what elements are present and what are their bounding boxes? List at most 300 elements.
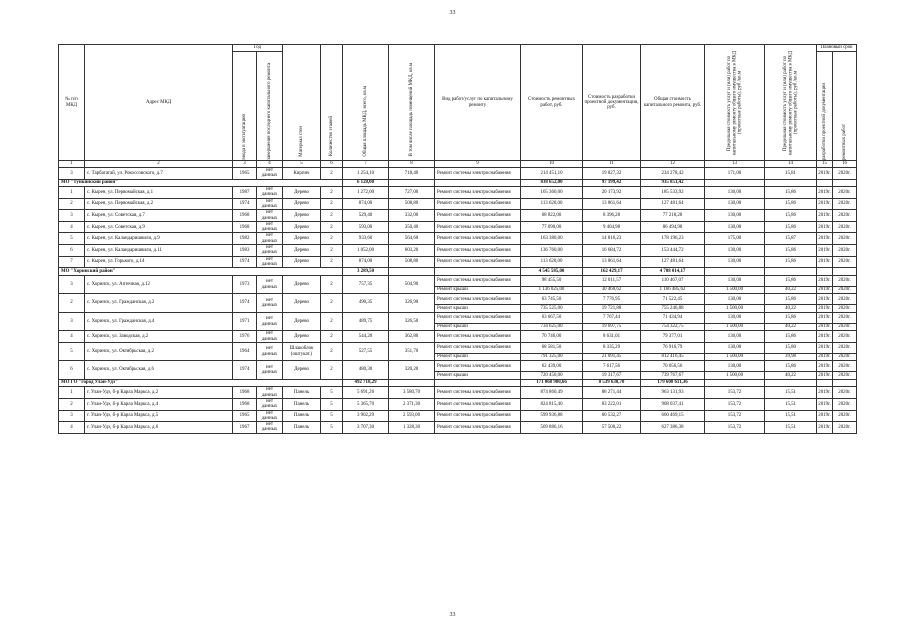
table-cell: 2 (321, 198, 343, 210)
table-row (59, 221, 857, 233)
table-cell: 599 936,88 (521, 410, 583, 422)
table-cell: 627 386,38 (641, 422, 705, 434)
table-cell (389, 179, 435, 187)
table-cell: 2019г. (817, 422, 833, 434)
table-cell: 19 721,88 (583, 305, 641, 313)
table-cell: 15,51 (765, 398, 817, 410)
table-cell: 734 625,00 (521, 323, 583, 331)
header-plan-design: разработки проектной документации (821, 82, 827, 160)
table-row (59, 331, 857, 343)
table-cell: с. Хоринск, ул. Октябрьская, д.6 (85, 361, 233, 380)
table-cell: 1968 (233, 387, 257, 399)
table-cell: нет данных (257, 331, 283, 343)
table-cell: 874,00 (343, 256, 389, 268)
group-name: МО "Хоринский район" (59, 268, 343, 276)
table-cell: 2019г. (817, 398, 833, 410)
table-cell: 2019г. (817, 410, 833, 422)
table-row (59, 187, 857, 199)
table-cell: 40,22 (765, 305, 817, 313)
table-cell: 79 377,01 (641, 331, 705, 343)
table-cell: 77 090,00 (521, 221, 583, 233)
table-cell: 2 (321, 210, 343, 222)
capital-repair-table (58, 44, 857, 434)
header-max-unit-design: Предельная стоимость услуг и (или) работ по капитальному ремонту общего имущества в МКД (проектные работы), руб./кв.м (782, 50, 799, 155)
table-cell: 98 455,50 (521, 275, 583, 286)
table-row (59, 198, 857, 210)
table-cell: 2020г. (833, 168, 857, 180)
group-total-cost: 4 708 014,17 (641, 268, 705, 276)
group-design-cost: 8 539 630,70 (583, 379, 641, 387)
page-number-bottom: 33 (449, 612, 456, 618)
table-cell: Дерево (283, 245, 321, 257)
table-cell: 71 434,94 (641, 312, 705, 323)
header-design-cost: Стоимость разработки проектной документации, руб. (583, 45, 641, 161)
table-cell: 171,00 (705, 168, 765, 180)
table-cell: 2020г. (833, 323, 857, 331)
table-cell: 1 272,00 (343, 187, 389, 199)
table-cell: Ремонт системы электроснабжения (435, 294, 521, 305)
table-cell: 70 746,00 (521, 331, 583, 343)
table-cell: 70 056,56 (641, 361, 705, 372)
table-cell: 2 593,00 (389, 410, 435, 422)
table-cell: Дерево (283, 275, 321, 294)
table-cell: 130,00 (705, 312, 765, 323)
table-cell: 60 532,27 (583, 410, 641, 422)
table-cell: 593,00 (343, 221, 389, 233)
table-cell: 1 500,00 (705, 353, 765, 361)
table-cell: 1982 (233, 233, 257, 245)
table-cell: 15,80 (765, 342, 817, 353)
table-cell: 15,86 (765, 294, 817, 305)
column-number: 9 (435, 161, 521, 168)
table-cell: 544,20 (343, 331, 389, 343)
table-cell: Ремонт крыши (435, 323, 521, 331)
table-cell: 757,35 (343, 275, 389, 294)
table-cell: 130,00 (705, 342, 765, 353)
table-row (59, 210, 857, 222)
table-cell: 130,00 (705, 294, 765, 305)
table-cell: 13 861,64 (583, 256, 641, 268)
column-number: 13 (705, 161, 765, 168)
table-cell: 178 196,23 (641, 233, 705, 245)
table-cell: 874,00 (343, 198, 389, 210)
table-row (59, 342, 857, 353)
table-cell: нет данных (257, 361, 283, 380)
table-cell: 1964 (233, 342, 257, 361)
table-cell: 2019г. (817, 342, 833, 353)
table-cell: 14 816,23 (583, 233, 641, 245)
column-number: 8 (389, 161, 435, 168)
table-cell: 15,86 (765, 275, 817, 286)
table-cell: 2019г. (817, 245, 833, 257)
table-cell: 362,80 (389, 331, 435, 343)
table-cell: Кирпич (283, 168, 321, 180)
table-cell: 2020г. (833, 210, 857, 222)
table-cell: 1973 (233, 275, 257, 294)
table-cell: 320,20 (389, 361, 435, 380)
table-cell: нет данных (257, 387, 283, 399)
table-cell: нет данных (257, 210, 283, 222)
table-cell (435, 179, 521, 187)
table-cell: 2 (321, 331, 343, 343)
table-cell: Дерево (283, 294, 321, 313)
group-area: 492 718,29 (343, 379, 389, 387)
column-number: 4 (257, 161, 283, 168)
header-max-unit-cost: Предельная стоимость услуг и (или) работ по капитальному ремонту общего имущества в МКД (проектные работы), руб./кв.м (726, 50, 743, 155)
table-cell: 5 (321, 410, 343, 422)
table-cell: с. Кырен, ул. Каландаришвили, д.11 (85, 245, 233, 257)
table-cell: 2019г. (817, 233, 833, 245)
header-plan-works: ремонтных работ (841, 123, 847, 160)
header-floors: Количество этажей (328, 116, 334, 157)
group-row (59, 268, 857, 276)
header-address: Адрес МКД (85, 45, 233, 161)
table-cell: Ремонт крыши (435, 286, 521, 294)
group-total-cost: 179 608 611,36 (641, 379, 705, 387)
table-cell: 2020г. (833, 361, 857, 372)
table-cell: Ремонт системы электроснабжения (435, 387, 521, 399)
table-cell: 2 (321, 256, 343, 268)
table-cell: 15,86 (765, 221, 817, 233)
table-cell: 2020г. (833, 372, 857, 380)
table-cell: 2 (321, 168, 343, 180)
table-cell: 326,50 (389, 312, 435, 331)
table-cell: 2019г. (818, 372, 831, 378)
table-cell: 5 365,70 (343, 398, 389, 410)
table-cell: 3 (59, 275, 85, 294)
table-cell (765, 179, 817, 187)
header-year-commission: ввода в эксплуатацию (241, 114, 247, 160)
table-cell: Дерево (283, 210, 321, 222)
header-premises-area: В том числе площадь помещений МКД, кв.м (408, 63, 414, 157)
table-cell: 20 173,92 (583, 187, 641, 199)
table-cell: 739 767,67 (641, 372, 705, 380)
group-repair-cost: 4 545 585,00 (521, 268, 583, 276)
table-cell: нет данных (257, 198, 283, 210)
table-cell: Ремонт системы электроснабжения (435, 410, 521, 422)
table-cell: 504,90 (389, 275, 435, 294)
table-cell: Панель (283, 387, 321, 399)
table-cell (705, 179, 765, 187)
table-cell: 234 278,42 (641, 168, 705, 180)
table-row (59, 398, 857, 410)
table-cell: 727,00 (389, 187, 435, 199)
table-cell: 21 091,45 (583, 353, 641, 361)
header-plan-group: Плановый срок (817, 45, 857, 52)
table-cell: 63 667,50 (521, 312, 583, 323)
table-cell (817, 179, 833, 187)
table-cell: 130,00 (705, 275, 765, 286)
table-cell: 127 481,64 (641, 256, 705, 268)
table-cell: нет данных (257, 422, 283, 434)
table-cell: 2020г. (833, 422, 857, 434)
table-cell: 9 404,98 (583, 221, 641, 233)
table-cell: 130,00 (705, 198, 765, 210)
table-cell: 12 011,57 (583, 275, 641, 286)
table-cell: 3 (59, 210, 85, 222)
table-cell: 2019г. (817, 275, 833, 286)
table-cell: Ремонт крыши (435, 305, 521, 313)
table-cell: 153,72 (705, 387, 765, 399)
table-cell: 3 (59, 410, 85, 422)
table-cell: Ремонт системы электроснабжения (435, 210, 521, 222)
table-cell: Дерево (283, 221, 321, 233)
table-cell: 489,75 (343, 312, 389, 331)
table-cell: 113 620,00 (521, 198, 583, 210)
column-number: 14 (765, 161, 817, 168)
table-cell: 1 166 485,62 (641, 286, 705, 294)
table-cell: 908 037,41 (641, 398, 705, 410)
table-cell: 1987 (233, 187, 257, 199)
table-cell: нет данных (257, 312, 283, 331)
table-cell: 165 360,00 (521, 187, 583, 199)
table-cell: Дерево (283, 233, 321, 245)
group-repair-cost: 171 068 980,66 (521, 379, 583, 387)
table-cell: нет данных (257, 187, 283, 199)
table-cell: 2020г. (833, 312, 857, 323)
table-cell: 755 246,88 (641, 305, 705, 313)
group-design-cost: 97 199,42 (583, 179, 641, 187)
table-cell: 2020г. (833, 187, 857, 199)
table-cell: 15,51 (765, 422, 817, 434)
table-cell: нет данных (257, 410, 283, 422)
table-cell: 963 131,93 (641, 387, 705, 399)
table-cell: 2020г. (833, 305, 857, 313)
table-cell: 4 (59, 331, 85, 343)
table-cell: 791 325,00 (521, 353, 583, 361)
table-cell: г. Улан-Удэ, б-р Карла Маркса, д.2 (85, 387, 233, 399)
table-row (59, 312, 857, 323)
column-number: 6 (321, 161, 343, 168)
table-cell: с. Кырен, ул. Каландаришвили, д.9 (85, 233, 233, 245)
table-cell: 136 760,00 (521, 245, 583, 257)
table-cell: 130,00 (705, 221, 765, 233)
table-cell: Панель (283, 398, 321, 410)
table-cell: 1974 (233, 361, 257, 380)
table-cell (705, 268, 765, 276)
table-cell: Ремонт системы электроснабжения (435, 245, 521, 257)
column-number: 16 (833, 161, 857, 168)
table-cell: нет данных (257, 168, 283, 180)
table-cell: 7 617,56 (583, 361, 641, 372)
header-repair-cost: Стоимость ремонтных работ, руб. (521, 45, 583, 161)
table-cell: Панель (283, 422, 321, 434)
table-cell: 326,90 (389, 294, 435, 313)
table-cell: 71 522,45 (641, 294, 705, 305)
table-cell: 77 218,28 (641, 210, 705, 222)
table-cell: нет данных (257, 233, 283, 245)
table-cell: нет данных (257, 256, 283, 268)
header-year-last-repair: завершения последнего капитального ремонта (266, 63, 272, 160)
column-number: 10 (521, 161, 583, 168)
table-row (59, 168, 857, 180)
table-cell: 824 815,40 (521, 398, 583, 410)
table-cell: 15,86 (765, 210, 817, 222)
table-cell: 88 271,44 (583, 387, 641, 399)
table-cell (817, 268, 833, 276)
column-number: 7 (343, 161, 389, 168)
table-cell: 933,60 (343, 233, 389, 245)
table-cell: 83 222,01 (583, 398, 641, 410)
table-cell: 153 444,72 (641, 245, 705, 257)
table-cell: 127 481,64 (641, 198, 705, 210)
table-cell: 6 (59, 361, 85, 380)
table-cell (389, 379, 435, 387)
table-cell: 508,80 (389, 256, 435, 268)
table-cell: 1965 (233, 168, 257, 180)
table-cell: 2 371,30 (389, 398, 435, 410)
table-cell: 1 (59, 387, 85, 399)
table-cell (435, 268, 521, 276)
table-cell: 153,72 (705, 398, 765, 410)
table-cell: 1974 (233, 294, 257, 313)
table-cell: 19 697,75 (583, 323, 641, 331)
table-cell: 2019г. (818, 305, 831, 311)
table-cell: 2020г. (833, 256, 857, 268)
table-cell: 130,00 (705, 361, 765, 372)
table-cell: 63 745,50 (521, 294, 583, 305)
table-cell: 564,60 (389, 233, 435, 245)
table-cell: 2020г. (833, 398, 857, 410)
table-cell: Ремонт крыши (435, 372, 521, 380)
table-cell: 332,00 (389, 210, 435, 222)
table-cell: Шлакоблок (оштукат.) (283, 342, 321, 361)
table-cell: Ремонт системы электроснабжения (435, 331, 521, 343)
table-cell: с. Хоринск, ул. Аптечная, д.12 (85, 275, 233, 294)
group-total-cost: 935 851,42 (641, 179, 705, 187)
table-cell: 2 (321, 342, 343, 361)
table-cell: 2019г. (817, 210, 833, 222)
table-cell: 2019г. (817, 331, 833, 343)
table-cell: 68 581,50 (521, 342, 583, 353)
table-cell: 2020г. (833, 233, 857, 245)
column-number: 11 (583, 161, 641, 168)
column-number: 2 (85, 161, 233, 168)
table-cell: 529,40 (343, 210, 389, 222)
table-cell: 39,98 (765, 353, 817, 361)
table-cell: 16 684,72 (583, 245, 641, 257)
table-cell: 3 (59, 312, 85, 331)
table-cell: 40,22 (765, 286, 817, 294)
table-cell: 812 416,45 (641, 353, 705, 361)
table-cell: Дерево (283, 361, 321, 380)
table-cell: 1968 (233, 221, 257, 233)
table-cell: 2020г. (833, 198, 857, 210)
table-cell: 2019г. (817, 168, 833, 180)
table-cell: 3 707,30 (343, 422, 389, 434)
table-cell: Ремонт системы электроснабжения (435, 312, 521, 323)
table-cell: 2020г. (833, 294, 857, 305)
table-cell: 2020г. (833, 275, 857, 286)
table-cell: 2 (321, 187, 343, 199)
table-cell: 480,30 (343, 361, 389, 380)
table-cell: 2019г. (817, 387, 833, 399)
table-row (59, 233, 857, 245)
table-cell: 5 (59, 342, 85, 361)
table-cell: 5 (321, 398, 343, 410)
column-number: 3 (233, 161, 257, 168)
table-body (59, 168, 857, 434)
table-cell: 350,40 (389, 221, 435, 233)
column-number: 12 (641, 161, 705, 168)
table-cell: 15,86 (765, 187, 817, 199)
table-cell: 40,22 (765, 323, 817, 331)
table-cell (765, 268, 817, 276)
table-cell: 5 (321, 422, 343, 434)
column-number: 15 (817, 161, 833, 168)
table-row (59, 275, 857, 286)
table-cell: 153,72 (705, 422, 765, 434)
table-cell: Ремонт системы электроснабжения (435, 361, 521, 372)
table-cell: Ремонт системы электроснабжения (435, 221, 521, 233)
table-cell (705, 379, 765, 387)
table-row (59, 361, 857, 372)
table-cell (833, 379, 857, 387)
table-cell: 2020г. (833, 331, 857, 343)
table-cell: 1976 (233, 331, 257, 343)
table-cell: 130,00 (705, 256, 765, 268)
table-cell: 1 328,30 (389, 422, 435, 434)
table-cell: 15,51 (765, 410, 817, 422)
table-cell: 19 827,32 (583, 168, 641, 180)
table-cell: 15,86 (765, 312, 817, 323)
table-cell: 40,22 (765, 372, 817, 380)
table-cell: 2020г. (833, 221, 857, 233)
table-cell: 153,72 (705, 410, 765, 422)
table-cell: 130,00 (705, 331, 765, 343)
table-row (59, 422, 857, 434)
column-number-row (59, 161, 857, 168)
group-area: 3 289,50 (343, 268, 389, 276)
table-cell: нет данных (257, 342, 283, 361)
table-cell: 1968 (233, 210, 257, 222)
table-cell: с. Кырен, ул. Горького, д.14 (85, 256, 233, 268)
header-total-cost: Общая стоимость капитального ремонта, руб. (641, 45, 705, 161)
table-cell: 15,51 (765, 387, 817, 399)
group-name: МО "Тункинский район" (59, 179, 343, 187)
table-cell: Ремонт системы электроснабжения (435, 198, 521, 210)
table-cell: 1974 (233, 256, 257, 268)
table-cell: нет данных (257, 221, 283, 233)
table-cell: Ремонт крыши (435, 353, 521, 361)
table-cell: 2 (321, 361, 343, 380)
table-cell: нет данных (257, 398, 283, 410)
table-cell: 214 451,10 (521, 168, 583, 180)
header-total-area: Общая площадь МКД, всего, кв.м (362, 85, 368, 157)
table-cell: 2019г. (818, 324, 831, 330)
table-cell: 15,86 (765, 198, 817, 210)
table-cell: 30 460,62 (583, 286, 641, 294)
table-cell: 57 500,22 (583, 422, 641, 434)
table-cell: 86 494,98 (641, 221, 705, 233)
table-cell: 3 (59, 168, 85, 180)
table-cell: Ремонт системы электроснабжения (435, 168, 521, 180)
table-cell: 720 450,00 (521, 372, 583, 380)
table-cell: 1 500,00 (705, 323, 765, 331)
table-cell: 2019г. (817, 312, 833, 323)
table-cell: с. Тарбагатай, ул. Рокоссовского, д.7 (85, 168, 233, 180)
table-cell: 1 500,00 (705, 305, 765, 313)
table-cell: 8 631,01 (583, 331, 641, 343)
group-area: 6 128,00 (343, 179, 389, 187)
table-cell: 1983 (233, 245, 257, 257)
table-cell: 15,86 (765, 245, 817, 257)
table-cell: 8 335,29 (583, 342, 641, 353)
table-cell: 2019г. (818, 354, 831, 360)
table-row (59, 294, 857, 305)
table-cell: 2020г. (833, 353, 857, 361)
table-cell: 15,86 (765, 361, 817, 372)
